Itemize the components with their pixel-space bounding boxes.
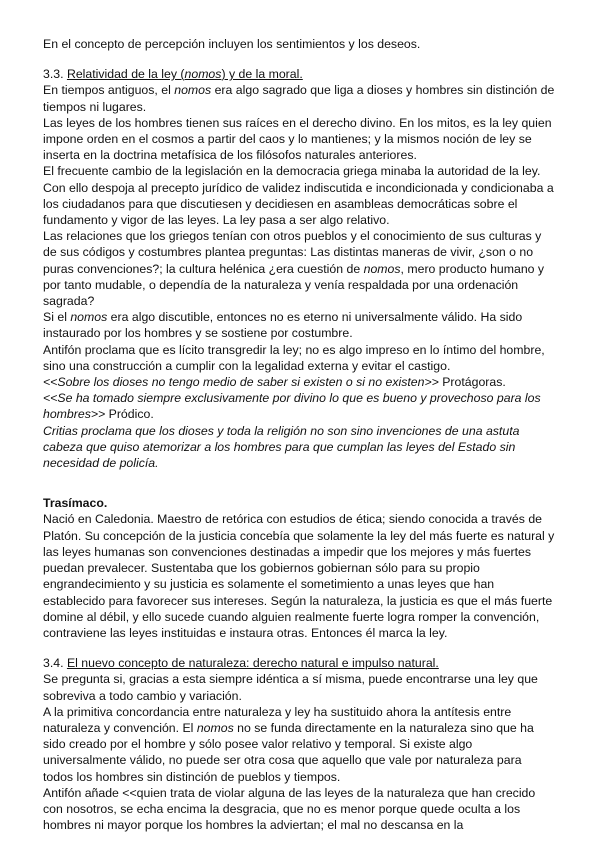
spacer [43, 641, 555, 655]
trasimaco-paragraph: Nació en Caledonia. Maestro de retórica con estudios de ética; siendo conocida a través de Platón. Su concepción de la justicia concebía que solamente la ley del más fuerte es natural y las leyes humanas son convenciones destinadas a impedir que los mejores y más fuertes puedan prevalecer. Sustentaba que los gobiernos gobiernan sólo para su propio engrandecimiento y su justicia es solamente el sometimiento a unas leyes que han establecido para favorecer sus intereses. Según la naturaleza, la justicia es que el más fuerte domine al débil, y ello sucede cuando alguien realmente fuerte logra romper la convención, contraviene las leyes instituidas e instaura otras. Entonces él marca la ley. [43, 512, 555, 640]
quote-protagoras: <<Sobre los dioses no tengo medio de saber si existen o si no existen>> Protágoras. [43, 375, 506, 390]
section-number: 3.3. [43, 67, 64, 82]
section-3-3-heading [43, 66, 555, 82]
document-page [43, 36, 555, 833]
paragraph: Antifón proclama que es lícito transgredir la ley; no es algo impreso en lo íntimo del hombre, sino una construcción a cumplir con la legalidad externa y evitar el castigo. [43, 342, 545, 373]
paragraph: Las leyes de los hombres tienen sus raíces en el derecho divino. En los mitos, es la ley quien impone orden en el cosmos a partir del caos y lo mantienes; y la mismos noción de ley se inserta en la doctrina metafísica de los filósofos naturales anteriores. [43, 115, 552, 163]
critias-paragraph: Critias proclama que los dioses y toda la religión no son sino invenciones de una astuta cabeza que quiso atemorizar a los hombres para que cumplan las leyes del Estado sin necesidad de policía. [43, 423, 520, 471]
paragraph: Si el nomos era algo discutible, entonces no es eterno ni universalmente válido. Ha sido instaurado por los hombres y se sostiene por costumbre. [43, 310, 523, 341]
section-number: 3.4. [43, 656, 64, 671]
spacer [43, 471, 555, 495]
quote-prodico: <<Se ha tomado siempre exclusivamente por divino lo que es bueno y provechoso para los hombres>> Pródico. [43, 391, 541, 422]
paragraph: Antifón añade <<quien trata de violar alguna de las leyes de la naturaleza que han crecido con nosotros, se echa encima la desgracia, que no es menor porque quede oculta a los hombres ni mayor porque los hombres la adviertan; el mal no descansa en la [43, 785, 536, 833]
paragraph: Las relaciones que los griegos tenían con otros pueblos y el conocimiento de sus culturas y de sus códigos y costumbres plantea preguntas: Las distintas maneras de vivir, ¿son o no puras convenciones?; la cultura helénica ¿era cuestión de nomos, mero producto humano y por tanto mudable, o dependía de la naturaleza y venía respaldada por una ordenación sagrada? [43, 229, 545, 309]
section-title: Relatividad de la ley (nomos) y de la moral. [66, 67, 303, 82]
spacer [43, 52, 555, 66]
intro-paragraph: En el concepto de percepción incluyen los sentimientos y los deseos. [43, 37, 421, 51]
paragraph: El frecuente cambio de la legislación en la democracia griega minaba la autoridad de la ley. Con ello despoja al precepto jurídico de validez indiscutida e incondicionada y condicionaba a los ciudadanos para que discutiesen y decidiesen en asambleas democráticas sobre el fundamento y vigor de las leyes. La ley pasa a ser algo relativo. [43, 164, 554, 228]
paragraph: A la primitiva concordancia entre naturaleza y ley ha sustituido ahora la antítesis entre naturaleza y convención. El nomos no se funda directamente en la naturaleza sino que ha sido creado por el hombre y sólo posee valor relativo y temporal. Si existe algo universalmente válido, no puede ser otra cosa que aquello que vale por naturaleza para todos los hombres sin distinción de pueblos y tiempos. [43, 704, 534, 784]
section-title: El nuevo concepto de naturaleza: derecho natural e impulso natural. [66, 656, 439, 671]
trasimaco-heading: Trasímaco. [43, 496, 108, 511]
section-3-4-heading [43, 655, 555, 671]
paragraph: En tiempos antiguos, el nomos era algo sagrado que liga a dioses y hombres sin distinción de tiempos ni lugares. [43, 83, 555, 114]
paragraph: Se pregunta si, gracias a esta siempre idéntica a sí misma, puede encontrarse una ley que sobreviva a todo cambio y variación. [43, 672, 538, 703]
